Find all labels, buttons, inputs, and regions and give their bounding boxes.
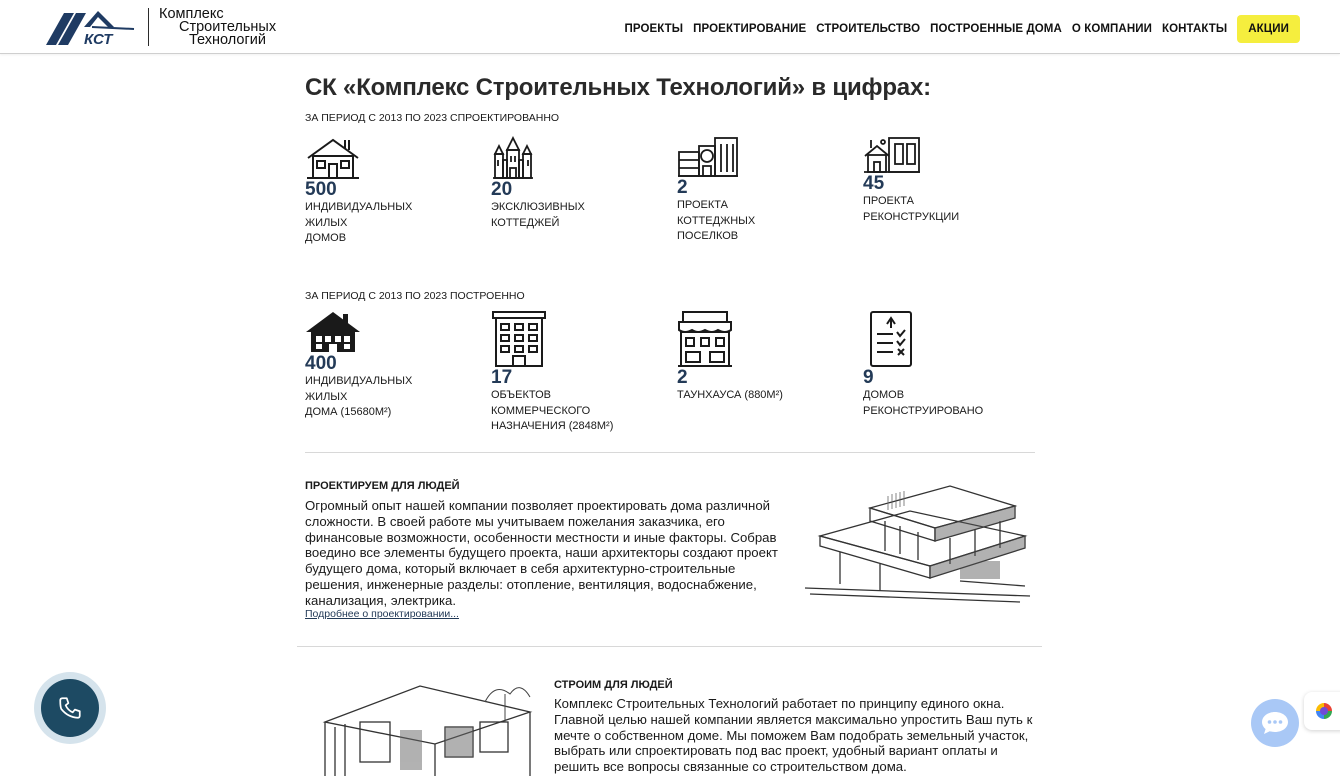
google-color-icon (1314, 701, 1334, 721)
built-period-label: ЗА ПЕРИОД С 2013 ПО 2023 ПОСТРОЕННО (305, 290, 525, 302)
phone-icon (57, 695, 83, 721)
stat-built-reconstructed (863, 310, 1033, 419)
reconstruction-icon (863, 136, 921, 174)
logo-text (159, 5, 277, 48)
chat-button[interactable] (1251, 699, 1299, 747)
section-divider (305, 452, 1035, 453)
nav-item-about[interactable]: О КОМПАНИИ (1071, 23, 1152, 35)
logo-mark-icon (44, 7, 136, 47)
building-sketch-illustration (305, 672, 535, 776)
design-section-title: ПРОЕКТИРУЕМ ДЛЯ ЛЮДЕЙ (305, 480, 460, 492)
designed-period-label: ЗА ПЕРИОД С 2013 ПО 2023 СПРОЕКТИРОВАННО (305, 112, 560, 124)
page-title: СК «Комплекс Строительных Технологий» в цифрах: (305, 74, 931, 101)
cottage-village-icon (677, 136, 739, 178)
stat-value: 17 (491, 367, 513, 388)
site-header (0, 0, 1340, 54)
build-section-title: СТРОИМ ДЛЯ ЛЮДЕЙ (554, 679, 673, 691)
stat-label: ИНДИВИДУАЛЬНЫХ ЖИЛЫХ ДОМОВ (305, 201, 413, 244)
stat-label: ПРОЕКТА РЕКОНСТРУКЦИИ (863, 195, 960, 223)
chat-bubble-icon (1260, 710, 1290, 736)
build-section-text: Комплекс Строительных Технологий работает по принципу единого окна. Главной целью нашей компании является максимально упростить Ваш путь к мечте о собственном доме. Мы поможем Вам подобрать земельный участок, выбрать или спроектировать под вас проект, удобный вариант оплаты и решить все вопросы связанные со строительством дома. (554, 696, 1033, 775)
logo-line-2: Строительных (179, 18, 277, 35)
nav-item-design[interactable]: ПРОЕКТИРОВАНИЕ (693, 23, 807, 35)
stat-built-houses (305, 310, 475, 421)
stat-value: 45 (863, 173, 885, 194)
logo[interactable] (44, 6, 276, 48)
stat-designed-villages (677, 136, 847, 245)
stat-label: ПРОЕКТА КОТТЕДЖНЫХ ПОСЕЛКОВ (677, 199, 756, 242)
stat-value: 400 (305, 353, 337, 374)
promo-button[interactable]: АКЦИИ (1237, 15, 1300, 43)
nav-item-built-houses[interactable]: ПОСТРОЕННЫЕ ДОМА (930, 23, 1062, 35)
logo-mark-text: КСТ (84, 31, 113, 47)
nav-item-contacts[interactable]: КОНТАКТЫ (1161, 23, 1228, 35)
widget-side-tab[interactable] (1304, 692, 1340, 730)
main-nav (619, 15, 1300, 43)
stat-label: ДОМОВ РЕКОНСТРУИРОВАНО (863, 389, 984, 417)
house-sketch-illustration (800, 466, 1035, 606)
stat-designed-cottages (491, 136, 661, 231)
nav-item-projects[interactable]: ПРОЕКТЫ (624, 23, 684, 35)
stat-label: ОБЪЕКТОВ КОММЕРЧЕСКОГО НАЗНАЧЕНИЯ (2848М²) (491, 389, 614, 432)
stat-label: ЭКСКЛЮЗИВНЫХ КОТТЕДЖЕЙ (491, 201, 585, 229)
house-outline-icon (305, 136, 361, 180)
stat-built-commercial (491, 310, 661, 435)
stat-designed-reconstruction (863, 136, 1033, 225)
logo-line-1: Комплекс (159, 5, 224, 22)
design-section-text: Огромный опыт нашей компании позволяет проектировать дома различной сложности. В своей работе мы учитываем пожелания заказчика, его финансовые возможности, особенности местности и иные факторы. Собрав воедино все элементы будущего проекта, наши архитекторы создают проект будущего дома, который включает в себя архитектурно-строительные решения, инженерные разделы: отопление, вентиляция, водоснабжение, канализация, электрика. (305, 498, 778, 608)
nav-item-construction[interactable]: СТРОИТЕЛЬСТВО (816, 23, 921, 35)
house-solid-icon (305, 310, 361, 354)
checklist-icon (863, 310, 919, 368)
stat-value: 500 (305, 179, 337, 200)
stat-built-townhouses (677, 310, 847, 404)
logo-separator (148, 8, 149, 46)
office-building-icon (491, 310, 547, 368)
logo-line-3: Технологий (189, 31, 266, 48)
stat-label: ИНДИВИДУАЛЬНЫХ ЖИЛЫХ ДОМА (15680М²) (305, 375, 413, 418)
stat-value: 2 (677, 177, 688, 198)
stat-value: 20 (491, 179, 513, 200)
call-button[interactable] (34, 672, 106, 744)
design-more-link[interactable]: Подробнее о проектировании... (305, 608, 459, 620)
castle-outline-icon (491, 136, 535, 180)
stat-label: ТАУНХАУСА (880М²) (677, 389, 783, 401)
stat-designed-houses (305, 136, 475, 247)
call-button-inner (41, 679, 99, 737)
section-divider-2 (297, 646, 1042, 647)
townhouse-icon (677, 310, 733, 368)
stat-value: 9 (863, 367, 874, 388)
stat-value: 2 (677, 367, 688, 388)
